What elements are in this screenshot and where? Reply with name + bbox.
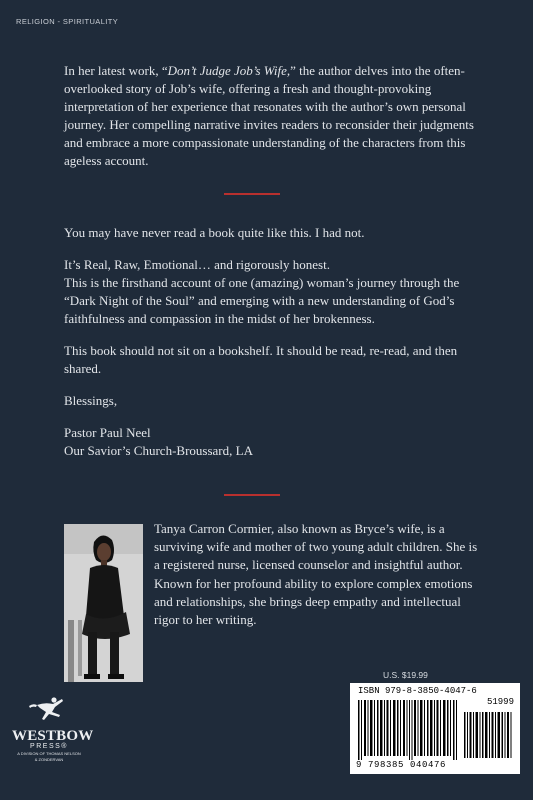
isbn-text: ISBN 979-8-3850-4047-6	[358, 686, 477, 696]
author-bio	[154, 520, 484, 629]
intro-paragraph	[64, 62, 482, 170]
barcode-price-code: 51999	[486, 697, 514, 707]
runner-icon	[27, 696, 71, 722]
divider-bottom	[224, 494, 280, 496]
publisher-name: WESTBOW	[12, 728, 94, 744]
publisher-division-2: & ZONDERVAN	[34, 757, 64, 762]
price-label: U.S. $19.99	[383, 670, 428, 680]
endorser-name: Pastor Paul Neel	[64, 425, 151, 440]
endorsement-closing: Blessings,	[64, 393, 118, 408]
bio-text: Tanya Carron Cormier, also known as Bryce’s wife, is a surviving wife and mother of two young adult children. She is a registered nurse, licensed counselor and insightful author. Known for her profound ability to explore complex emotions and relationships, she brings deep empathy and intellectual rigor to her writing.	[154, 521, 478, 628]
endorsement-p2: It’s Real, Raw, Emotional… and rigorously honest.	[64, 257, 330, 272]
book-title: Don’t Judge Job’s Wife,	[167, 63, 291, 78]
author-photo-illustration	[64, 524, 143, 682]
barcode-number: 9 798385 040476	[356, 760, 447, 770]
endorsement-p1: You may have never read a book quite like this. I had not.	[64, 225, 365, 240]
publisher-division-1: A DIVISION OF THOMAS NELSON	[17, 751, 81, 756]
divider-top	[224, 193, 280, 195]
category-label: RELIGION - SPIRITUALITY	[16, 17, 119, 26]
barcode-bars	[356, 698, 514, 760]
endorsement-p4: This book should not sit on a bookshelf. It should be read, re-read, and then shared.	[64, 343, 458, 376]
intro-before: In her latest work, “	[64, 63, 168, 78]
intro-blurb	[64, 62, 482, 170]
publisher-press: PRESS®	[30, 743, 68, 750]
isbn-barcode	[350, 683, 520, 774]
endorsement	[64, 224, 482, 474]
endorser-org: Our Savior’s Church-Broussard, LA	[64, 443, 253, 458]
intro-after: ” the author delves into the often-overlooked story of Job’s wife, offering a fresh and thought-provoking interpretation of her experience that resonates with the author’s own personal journey. Her compelling narrative invites readers to reconsider their judgments and embrace a more compassionate understanding of the characters from this ageless account.	[64, 63, 474, 168]
publisher-logo	[12, 696, 94, 762]
author-photo	[64, 524, 143, 682]
endorsement-p3: This is the firsthand account of one (amazing) woman’s journey through the “Dark Night of the Soul” and emerging with a new understanding of God’s faithfulness and compassion in the midst of her brokenness.	[64, 275, 460, 326]
